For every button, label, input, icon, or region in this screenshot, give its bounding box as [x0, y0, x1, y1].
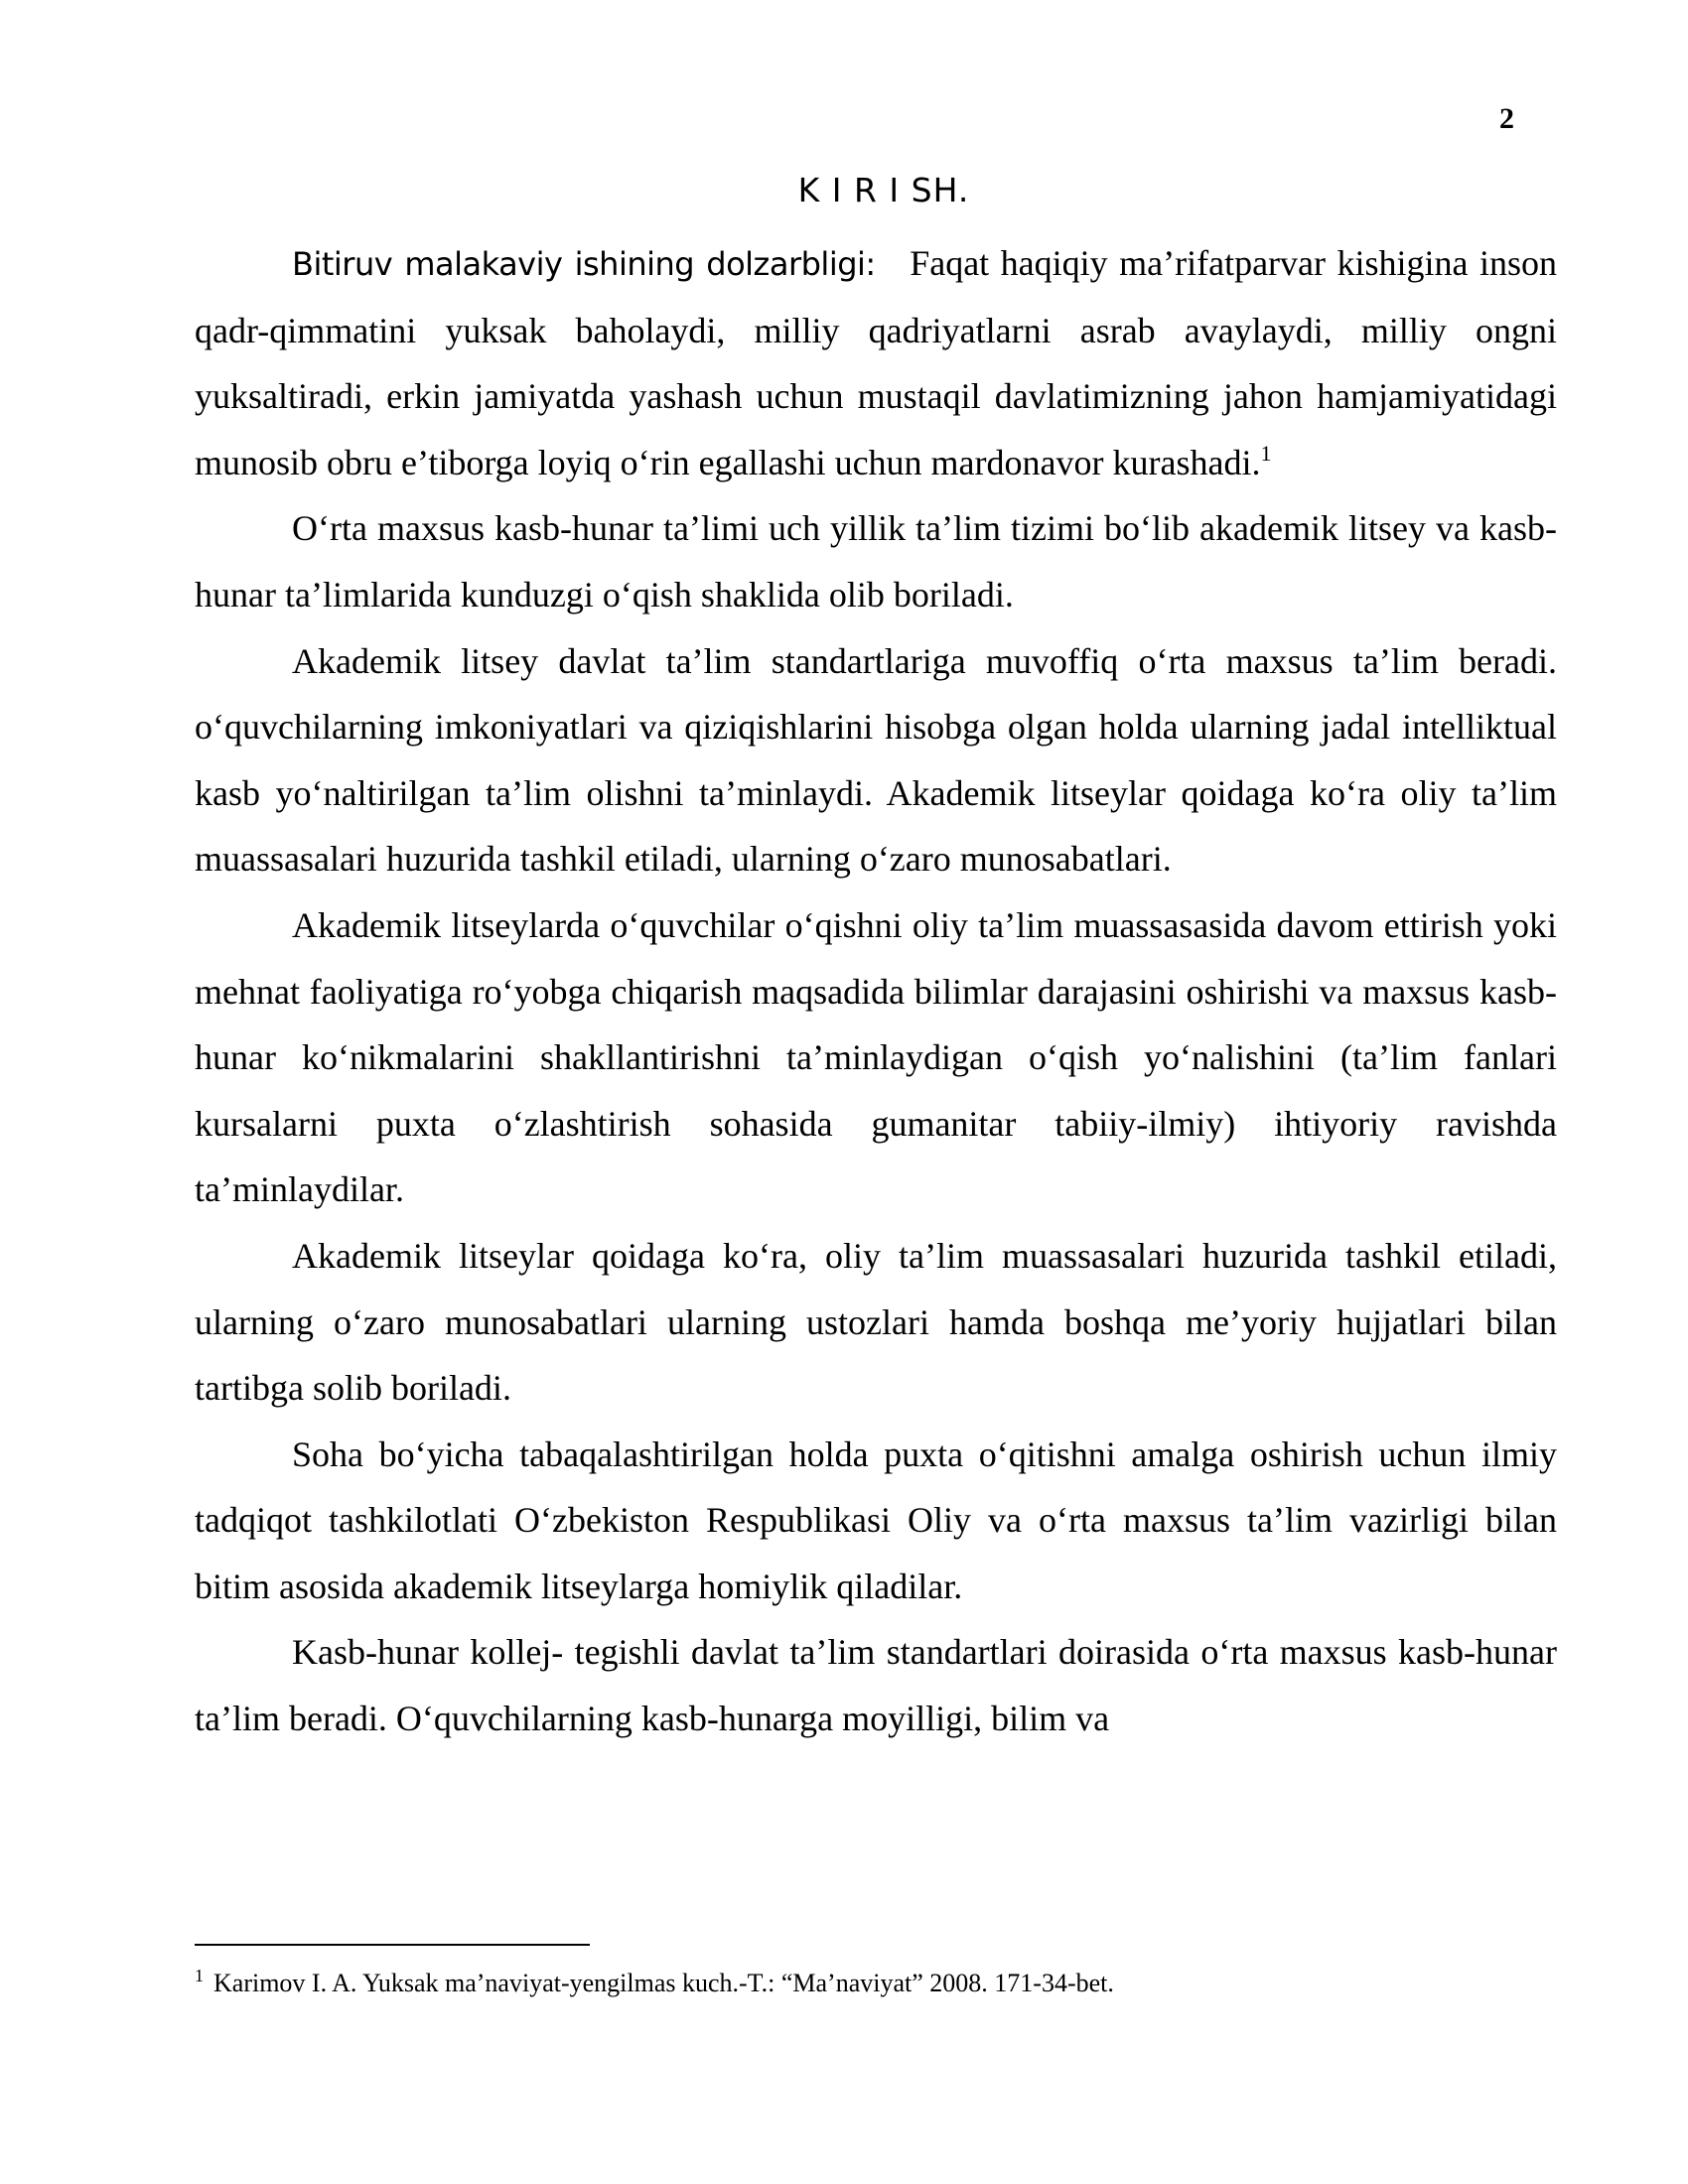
paragraph-vocational-education: O‘rta maxsus kasb-hunar ta’limi uch yillik ta’lim tizimi bo‘lib akademik litsey va kasb-hunar ta’limlarida kunduzgi o‘qish shaklida olib boriladi.	[195, 508, 1557, 614]
paragraph-academic-lyceum: Akademik litsey davlat ta’lim standartlariga muvoffiq o‘rta maxsus ta’lim beradi. o‘quvchilarning imkoniyatlari va qiziqishlarini hisobga olgan holda ularning jadal intelliktual kasb yo‘naltirilgan ta’lim olishni ta’minlaydi. Akademik litseylar qoidaga ko‘ra oliy ta’lim muassasalari huzurida tashkil etiladi, ularning o‘zaro munosabatlari.	[195, 640, 1557, 880]
footnote-separator	[195, 1944, 590, 1946]
section-heading: K I R I SH.	[797, 171, 970, 209]
footnote	[195, 1966, 1557, 2001]
paragraph-text: Faqat haqiqiy ma’rifatparvar kishigina inson qadr-qimmatini yuksak baholaydi, milliy qadriyatlarni asrab avaylaydi, milliy ongni yuksaltiradi, erkin jamiyatda yashash uchun mustaqil davlatimizning jahon hamjamiyatidagi munosib obru e’tiborga loyiq o‘rin egallashi uchun mardonavor kurashadi.	[195, 243, 1557, 482]
paragraph-lyceum-organization: Akademik litseylar qoidaga ko‘ra, oliy ta’lim muassasalari huzurida tashkil etiladi, ularning o‘zaro munosabatlari ularning ustozlari hamda boshqa me’yoriy hujjatlari bilan tartibga solib boriladi.	[195, 1235, 1557, 1409]
paragraph-vocational-college: Kasb-hunar kollej- tegishli davlat ta’lim standartlari doirasida o‘rta maxsus kasb-hunar ta’lim beradi. O‘quvchilarning kasb-hunarga moyilligi, bilim va	[195, 1632, 1557, 1739]
paragraph-lead-label: Bitiruv malakaviy ishining dolzarbligi:	[292, 245, 876, 283]
paragraph-patronage: Soha bo‘yicha tabaqalashtirilgan holda puxta o‘qitishni amalga oshirish uchun ilmiy tadqiqot tashkilotlati O‘zbekiston Respublikasi Oliy va o‘rta maxsus ta’lim vazirligi bilan bitim asosida akademik litseylarga homiylik qiladilar.	[195, 1433, 1557, 1606]
paragraph-lyceum-students: Akademik litseylarda o‘quvchilar o‘qishni oliy ta’lim muassasasida davom ettirish yoki mehnat faoliyatiga ro‘yobga chiqarish maqsadida bilimlar darajasini oshirishi va maxsus kasb-hunar ko‘nikmalarini shakllantirishni ta’minlaydigan o‘qish yo‘nalishini (ta’lim fanlari kursalarni puxta o‘zlashtirish sohasida gumanitar tabiiy-ilmiy) ihtiyoriy ravishda ta’minlaydilar.	[195, 904, 1557, 1210]
footnote-reference[interactable]: 1	[1260, 440, 1272, 466]
footnote-marker: 1	[195, 1966, 204, 1985]
footnote-text: Karimov I. A. Yuksak ma’naviyat-yengilmas kuch.-T.: “Ma’naviyat” 2008. 171-34-bet.	[213, 1969, 1114, 1997]
body-text	[195, 230, 1557, 1752]
page-number: 2	[1499, 102, 1514, 135]
paragraph-relevance	[195, 230, 1557, 495]
